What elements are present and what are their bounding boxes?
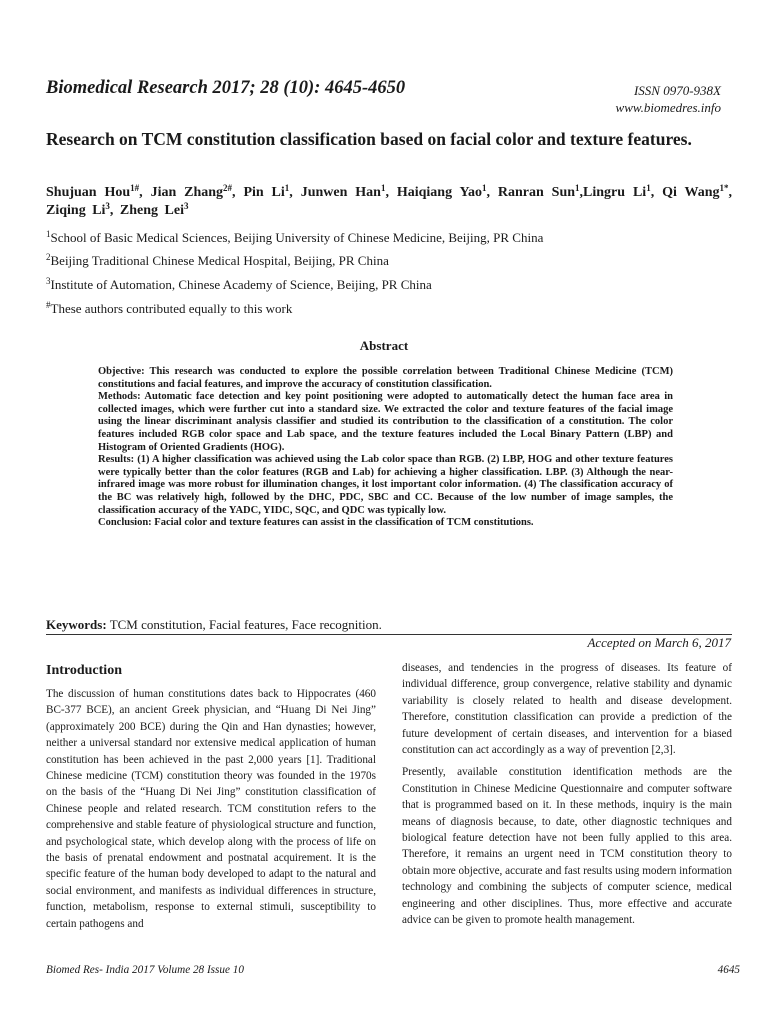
- abstract-objective: Objective: This research was conducted to explore the possible correlation between Traditional Chinese Medicine (TCM) constitutions and facial features, and improve the accuracy of constitution classification.: [98, 366, 673, 390]
- author: Qi Wang$^{1*}$,: [662, 183, 733, 200]
- author-list: [46, 184, 732, 220]
- left-column: [46, 686, 376, 938]
- author: Lingru Li$^1$,: [583, 183, 663, 200]
- accepted-date: Accepted on March 6, 2017: [587, 635, 731, 650]
- author: Jian Zhang$^{2\#}$,: [150, 183, 244, 200]
- abstract-body: [98, 366, 673, 530]
- author: Pin Li$^1$,: [243, 183, 301, 200]
- author: Junwen Han$^1$,: [300, 183, 397, 200]
- abstract-results: Results: (1) A higher classification was achieved using the Lab color space than RGB. (2) LBP, HOG and other texture features were typically better than the color features (RGB and Lab) for achieving a higher classification. LBP. (3) Although the near-infrared image was more robust for illumination changes, it lost important color information. (4) The classification accuracy of the BC was relatively high, followed by the DHC, PDC, SBC and CC. Because of the low number of image samples, the classification accuracy of the YADC, YIDC, SQC, and QDC was typically low.: [98, 454, 673, 516]
- body-paragraph: The discussion of human constitutions dates back to Hippocrates (460 BC-377 BCE), an ancient Greek physician, and “Huang Di Nei Jing” (approximately 200 BCE) during the Qin and Han dynasties; however, neither a universal standard nor extensive medical application of human constitution has been achieved in the past 2,000 years [1]. Traditional Chinese medicine (TCM) constitution theory was founded in the 1970s on the basis of the “Huang Di Nei Jing” constitution classification of Chinese people and related research. TCM constitution refers to the comprehensive and stable feature of physiological structure and function, and psychological state, which develop along with the process of life on the basis of prenatal endowment and postnatal acquirement. It is the specific feature of the human body developed to adapt to the natural and social environment, and manifests as individual differences in structure, function, metabolism, response to external stimuli, susceptibility to certain pathogens and: [46, 688, 376, 930]
- author: Ziqing Li$^3$,: [46, 201, 120, 218]
- author: Zheng Lei$^3$: [119, 201, 189, 218]
- right-column: [402, 660, 732, 935]
- page-number: 4645: [717, 964, 740, 976]
- affiliation: $^1$School of Basic Medical Sciences, Beijing University of Chinese Medicine, Beijing, PR China: [46, 229, 544, 245]
- footer-journal: Biomed Res- India 2017 Volume 28 Issue 10: [46, 964, 244, 976]
- keywords-text: TCM constitution, Facial features, Face recognition.: [109, 617, 382, 632]
- article-title: Research on TCM constitution classification based on facial color and texture features.: [46, 129, 692, 149]
- body-paragraph: diseases, and tendencies in the progress of diseases. Its feature of individual difference, group convergence, relative stability and dynamic variability is closely related to health and disease development. Therefore, constitution classification can provide a prediction of the future development of certain diseases, and intervention for a biased constitution can act accordingly as a way of prevention [2,3].: [402, 662, 732, 757]
- author: Shujuan Hou$^{1\#}$,: [46, 183, 151, 200]
- issn: ISSN 0970-938X: [633, 83, 721, 98]
- journal-issn-block: [616, 82, 721, 116]
- affiliation: $^2$Beijing Traditional Chinese Medical Hospital, Beijing, PR China: [46, 252, 389, 268]
- author: Haiqiang Yao$^1$,: [396, 183, 498, 200]
- affiliation: $^3$Institute of Automation, Chinese Academy of Science, Beijing, PR China: [46, 276, 432, 292]
- author: Ranran Sun$^1$,: [497, 183, 584, 200]
- abstract-methods: Methods: Automatic face detection and key point positioning were adopted to automatically detect the human face area in collected images, which were further cut into a standard size. We extracted the color and texture features of the facial image using the linear discriminant analysis classifier and studied its contribution to the classification of a constitution. The color features included RGB color space and Lab space, and the texture features included the Local Binary Pattern (LBP) and Histogram of Oriented Gradients (HOG).: [98, 391, 673, 453]
- keywords-line: [46, 617, 382, 633]
- abstract-conclusion: Conclusion: Facial color and texture features can assist in the classification of TCM constitutions.: [98, 517, 534, 529]
- keywords-label: Keywords:: [46, 617, 107, 632]
- journal-website: www.biomedres.info: [615, 100, 721, 115]
- equal-contribution-note: #These authors contributed equally to this work: [46, 300, 293, 316]
- journal-citation: Biomedical Research 2017; 28 (10): 4645-4650: [46, 78, 406, 98]
- body-paragraph: Presently, available constitution identification methods are the Constitution in Chinese Medicine Questionnaire and computer software that is programmed based on it. In these methods, inquiry is the main means of diagnosis because, to date, other diagnostic techniques and biological feature detection have not been fully applied to this area. Therefore, it remains an urgent need in TCM constitution theory to obtain more objective, accurate and fast results using modern information technology and combining the subjects of computer science, medical engineering and other disciplines. Thus, more effective and accurate advice can be given to promote health management.: [402, 766, 732, 927]
- abstract-heading: Abstract: [359, 338, 409, 353]
- introduction-heading: Introduction: [46, 663, 122, 678]
